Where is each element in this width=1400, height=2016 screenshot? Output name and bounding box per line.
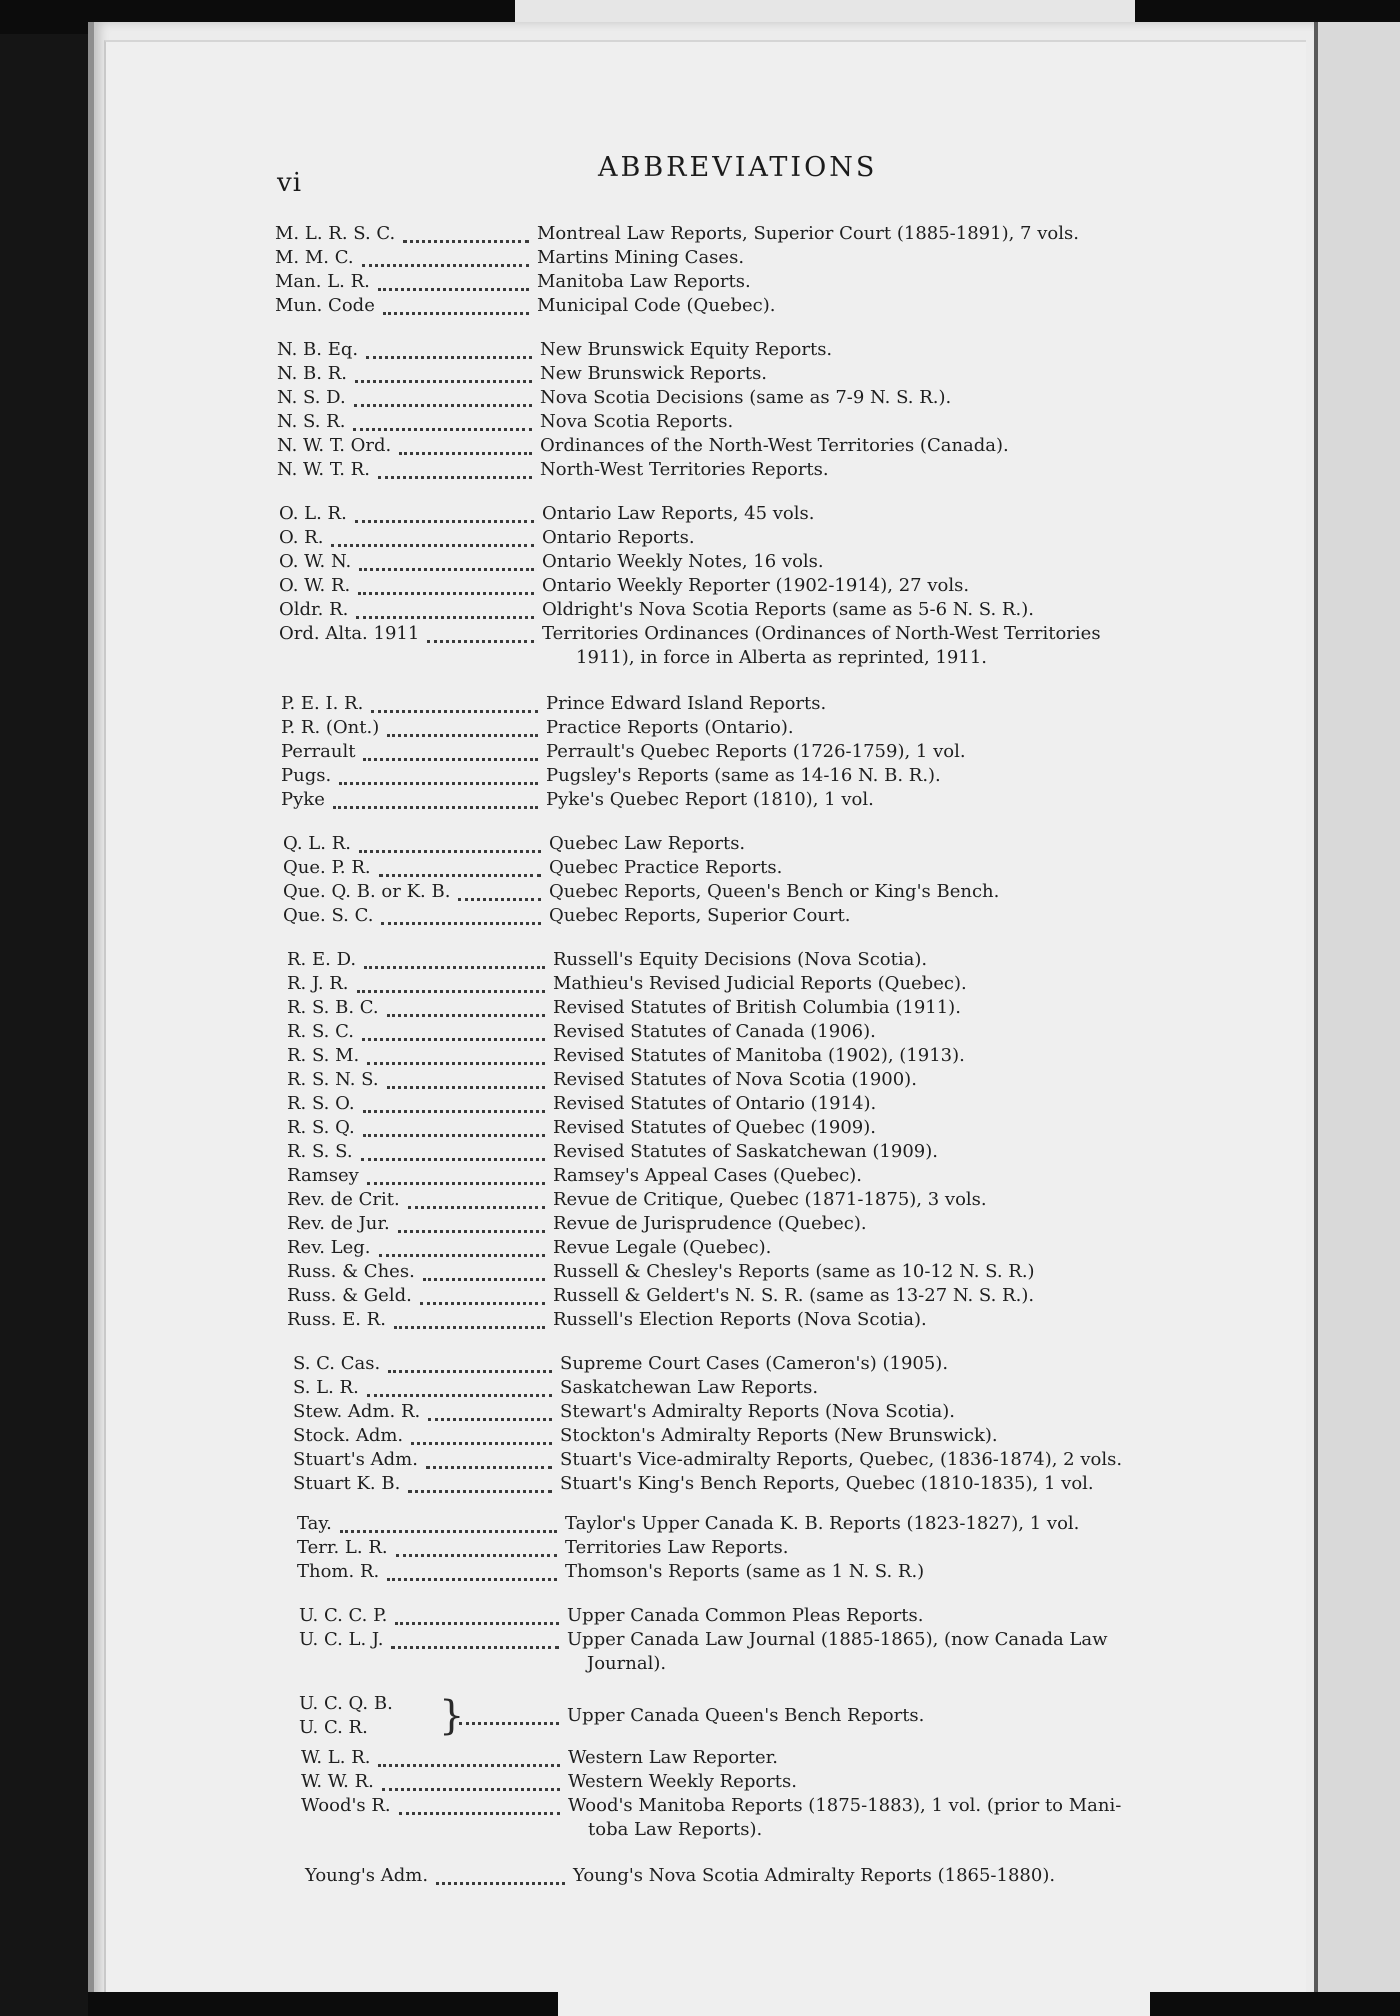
- abbreviation-term: Ord. Alta. 1911: [279, 623, 420, 644]
- dot-leader: [403, 230, 529, 243]
- abbreviation-entry: [287, 1188, 1267, 1212]
- abbreviation-definition: Ontario Reports.: [542, 527, 695, 548]
- abbreviation-definition: Upper Canada Common Pleas Reports.: [567, 1605, 924, 1626]
- dot-leader: [378, 278, 529, 291]
- abbreviation-entry: [287, 948, 1267, 972]
- abbreviation-term: Oldr. R.: [279, 599, 349, 620]
- abbreviation-entry: [299, 1604, 1279, 1628]
- dot-leader: [363, 1124, 545, 1137]
- abbreviation-entry: [287, 1308, 1267, 1332]
- abbreviation-term: R. S. M.: [287, 1045, 360, 1066]
- abbreviation-term: W. L. R.: [301, 1747, 371, 1768]
- abbreviation-definition: Russell's Equity Decisions (Nova Scotia).: [553, 949, 928, 970]
- abbreviation-term: R. S. C.: [287, 1021, 354, 1042]
- dot-leader: [428, 1408, 552, 1421]
- abbreviation-term: N. B. Eq.: [277, 339, 359, 360]
- abbreviation-definition: Russell & Geldert's N. S. R. (same as 13-27 N. S. R.).: [553, 1285, 1035, 1306]
- dot-leader: [361, 1148, 545, 1161]
- abbreviation-term: R. S. B. C.: [287, 997, 379, 1018]
- abbreviation-entry: [287, 1068, 1267, 1092]
- dot-leader: [358, 582, 534, 595]
- abbreviation-entry: [281, 716, 1261, 740]
- abbreviation-entry: [287, 972, 1267, 996]
- abbreviation-entry: [279, 622, 1259, 646]
- abbreviation-entry: [281, 692, 1261, 716]
- dot-leader: [391, 1636, 559, 1649]
- abbreviation-definition: Quebec Reports, Superior Court.: [549, 905, 851, 926]
- abbreviation-definition: Ontario Weekly Notes, 16 vols.: [542, 551, 824, 572]
- dot-leader: [399, 1802, 560, 1815]
- dot-leader: [357, 980, 545, 993]
- dot-leader: [394, 1316, 545, 1329]
- abbreviation-term: R. E. D.: [287, 949, 357, 970]
- abbreviation-definition: Saskatchewan Law Reports.: [560, 1377, 819, 1398]
- abbreviation-entry: [279, 574, 1259, 598]
- abbreviation-entry: [279, 550, 1259, 574]
- abbreviation-definition: Martins Mining Cases.: [537, 247, 745, 268]
- abbreviation-definition: Mathieu's Revised Judicial Reports (Quebec).: [553, 973, 967, 994]
- abbreviation-definition: Pugsley's Reports (same as 14-16 N. B. R.).: [546, 765, 941, 786]
- abbreviation-definition: Manitoba Law Reports.: [537, 271, 751, 292]
- abbreviation-entry: [277, 434, 1257, 458]
- dot-leader: [387, 1568, 557, 1581]
- abbreviation-entry: [281, 740, 1261, 764]
- abbreviation-entry: [287, 1116, 1267, 1140]
- abbreviation-term: Tay.: [297, 1513, 332, 1534]
- abbreviation-entry: [293, 1472, 1273, 1496]
- abbreviation-definition: Quebec Reports, Queen's Bench or King's Bench.: [549, 881, 1000, 902]
- dot-leader: [388, 1360, 552, 1373]
- abbreviation-entry: [297, 1560, 1277, 1584]
- dot-leader: [355, 510, 534, 523]
- abbreviation-entry: [293, 1400, 1273, 1424]
- abbreviation-term: Terr. L. R.: [297, 1537, 388, 1558]
- dot-leader: [354, 394, 532, 407]
- abbreviation-term: R. S. Q.: [287, 1117, 355, 1138]
- abbreviation-term: Pugs.: [281, 765, 332, 786]
- dot-leader: [378, 466, 532, 479]
- abbreviation-entry: [279, 598, 1259, 622]
- page-number: vi: [277, 168, 303, 198]
- dot-leader: [367, 1052, 545, 1065]
- abbreviation-entry: [279, 526, 1259, 550]
- abbreviation-definition-continued: toba Law Reports).: [588, 1819, 763, 1840]
- abbreviation-definition: Stewart's Admiralty Reports (Nova Scotia).: [560, 1401, 955, 1422]
- dot-leader: [379, 864, 541, 877]
- dot-leader: [436, 1872, 565, 1885]
- abbreviation-entry: [297, 1536, 1277, 1560]
- abbreviation-term-secondary: U. C. R.: [299, 1717, 368, 1738]
- abbreviation-term: S. L. R.: [293, 1377, 359, 1398]
- abbreviation-term: U. C. L. J.: [299, 1629, 384, 1650]
- dot-leader: [363, 1100, 545, 1113]
- abbreviation-entry: [277, 362, 1257, 386]
- dot-leader: [333, 796, 538, 809]
- dot-leader: [387, 724, 538, 737]
- abbreviation-definition: Stuart's King's Bench Reports, Quebec (1810-1835), 1 vol.: [560, 1473, 1094, 1494]
- abbreviation-entry: [305, 1864, 1285, 1888]
- abbreviation-definition: Revised Statutes of British Columbia (1911).: [553, 997, 961, 1018]
- abbreviation-term: Rev. Leg.: [287, 1237, 371, 1258]
- dot-leader: [459, 1712, 559, 1725]
- abbreviation-term: Rev. de Jur.: [287, 1213, 390, 1234]
- abbreviation-definition: Revised Statutes of Manitoba (1902), (1913).: [553, 1045, 965, 1066]
- abbreviation-entry: [293, 1424, 1273, 1448]
- dot-leader: [427, 630, 534, 643]
- dot-leader: [355, 370, 532, 383]
- dot-leader: [411, 1432, 552, 1445]
- abbreviation-definition: Russell's Election Reports (Nova Scotia).: [553, 1309, 927, 1330]
- abbreviation-definition: Supreme Court Cases (Cameron's) (1905).: [560, 1353, 949, 1374]
- abbreviation-term: N. S. R.: [277, 411, 346, 432]
- abbreviation-definition: Territories Ordinances (Ordinances of North-West Territories: [542, 623, 1101, 644]
- dot-leader: [387, 1004, 545, 1017]
- dot-leader: [426, 1456, 552, 1469]
- dot-leader: [458, 888, 541, 901]
- abbreviation-entry: [287, 1236, 1267, 1260]
- abbreviation-entry: [275, 270, 1255, 294]
- abbreviation-term: Wood's R.: [301, 1795, 391, 1816]
- abbreviation-term: N. B. R.: [277, 363, 347, 384]
- abbreviation-entry: [277, 458, 1257, 482]
- dot-leader: [331, 534, 534, 547]
- abbreviation-term: N. W. T. Ord.: [277, 435, 392, 456]
- dot-leader: [408, 1196, 545, 1209]
- abbreviation-term: O. W. N.: [279, 551, 352, 572]
- abbreviation-term: R. S. S.: [287, 1141, 353, 1162]
- abbreviation-term: Ramsey: [287, 1165, 359, 1186]
- dot-leader: [420, 1292, 545, 1305]
- abbreviation-entry: [293, 1448, 1273, 1472]
- abbreviation-definition: Western Weekly Reports.: [568, 1771, 797, 1792]
- abbreviation-term: Stock. Adm.: [293, 1425, 404, 1446]
- abbreviation-term: N. S. D.: [277, 387, 346, 408]
- abbreviation-definition: Ordinances of the North-West Territories (Canada).: [540, 435, 1009, 456]
- dot-leader: [378, 1754, 560, 1767]
- dot-leader: [362, 1028, 545, 1041]
- abbreviation-definition: Russell & Chesley's Reports (same as 10-12 N. S. R.): [553, 1261, 1035, 1282]
- dot-leader: [381, 912, 541, 925]
- abbreviation-entry: [297, 1512, 1277, 1536]
- abbreviation-entry: [275, 246, 1255, 270]
- abbreviation-definition: Municipal Code (Quebec).: [537, 295, 776, 316]
- abbreviation-term: S. C. Cas.: [293, 1353, 381, 1374]
- abbreviation-entry: [281, 788, 1261, 812]
- abbreviation-entry: [293, 1376, 1273, 1400]
- abbreviation-entry: [287, 996, 1267, 1020]
- dot-leader: [395, 1612, 559, 1625]
- abbreviation-entry: [277, 410, 1257, 434]
- abbreviation-term: N. W. T. R.: [277, 459, 370, 480]
- dot-leader: [367, 1384, 552, 1397]
- dot-leader: [379, 1244, 545, 1257]
- abbreviation-entry: [287, 1020, 1267, 1044]
- abbreviation-term: Pyke: [281, 789, 325, 810]
- dot-leader: [356, 606, 534, 619]
- dot-leader: [399, 442, 532, 455]
- abbreviation-term: M. L. R. S. C.: [275, 223, 396, 244]
- abbreviation-term: Young's Adm.: [305, 1865, 429, 1886]
- dot-leader: [353, 418, 532, 431]
- abbreviation-entry: [299, 1692, 1279, 1739]
- dot-leader: [383, 302, 529, 315]
- abbreviation-entry: [275, 222, 1255, 246]
- abbreviation-entry: [287, 1212, 1267, 1236]
- dot-leader: [363, 748, 538, 761]
- abbreviation-term: U. C. Q. B.: [299, 1693, 393, 1714]
- dot-leader: [340, 1520, 557, 1533]
- abbreviation-term: O. L. R.: [279, 503, 347, 524]
- abbreviation-entry: [287, 1092, 1267, 1116]
- abbreviation-definition: Revue de Jurisprudence (Quebec).: [553, 1213, 867, 1234]
- abbreviation-definition: Practice Reports (Ontario).: [546, 717, 794, 738]
- abbreviation-definition: Nova Scotia Reports.: [540, 411, 734, 432]
- abbreviation-entry: [287, 1284, 1267, 1308]
- abbreviation-term: Q. L. R.: [283, 833, 351, 854]
- dot-leader: [366, 346, 532, 359]
- dot-leader: [364, 956, 545, 969]
- abbreviation-entry: [279, 502, 1259, 526]
- abbreviation-definition: Revised Statutes of Quebec (1909).: [553, 1117, 877, 1138]
- abbreviation-term: Rev. de Crit.: [287, 1189, 400, 1210]
- abbreviation-term: W. W. R.: [301, 1771, 374, 1792]
- abbreviation-entry: [287, 1140, 1267, 1164]
- abbreviation-definition: Ramsey's Appeal Cases (Quebec).: [553, 1165, 863, 1186]
- abbreviation-definition: Stockton's Admiralty Reports (New Brunswick).: [560, 1425, 998, 1446]
- dot-leader: [382, 1778, 560, 1791]
- abbreviation-definition: Revue de Critique, Quebec (1871-1875), 3 vols.: [553, 1189, 987, 1210]
- abbreviation-definition: Revised Statutes of Ontario (1914).: [553, 1093, 877, 1114]
- abbreviation-entry: [301, 1794, 1281, 1818]
- abbreviation-definition: Revised Statutes of Saskatchewan (1909).: [553, 1141, 938, 1162]
- abbreviation-entry: [275, 294, 1255, 318]
- dot-leader: [367, 1172, 545, 1185]
- dot-leader: [396, 1544, 557, 1557]
- abbreviation-entry: [283, 832, 1263, 856]
- abbreviation-definition: Nova Scotia Decisions (same as 7-9 N. S. R.).: [540, 387, 952, 408]
- dot-leader: [408, 1480, 552, 1493]
- abbreviation-term: O. W. R.: [279, 575, 351, 596]
- abbreviation-term: Stew. Adm. R.: [293, 1401, 421, 1422]
- dot-leader: [339, 772, 538, 785]
- abbreviation-definition: Upper Canada Queen's Bench Reports.: [567, 1705, 925, 1726]
- abbreviation-entry: [299, 1628, 1279, 1652]
- abbreviation-definition: Stuart's Vice-admiralty Reports, Quebec, (1836-1874), 2 vols.: [560, 1449, 1123, 1470]
- abbreviation-term: O. R.: [279, 527, 324, 548]
- abbreviation-entry: [287, 1044, 1267, 1068]
- abbreviation-entry: [287, 1260, 1267, 1284]
- abbreviation-definition: Wood's Manitoba Reports (1875-1883), 1 vol. (prior to Mani-: [568, 1795, 1122, 1816]
- abbreviation-definition: Revue Legale (Quebec).: [553, 1237, 772, 1258]
- abbreviation-term: Mun. Code: [275, 295, 375, 316]
- abbreviation-entry: [293, 1352, 1273, 1376]
- abbreviation-definition: Revised Statutes of Canada (1906).: [553, 1021, 876, 1042]
- abbreviation-definition: Revised Statutes of Nova Scotia (1900).: [553, 1069, 917, 1090]
- dot-leader: [359, 840, 541, 853]
- dot-leader: [398, 1220, 545, 1233]
- abbreviation-definition: Western Law Reporter.: [568, 1747, 778, 1768]
- abbreviation-definition: Young's Nova Scotia Admiralty Reports (1865-1880).: [573, 1865, 1056, 1886]
- abbreviation-entry: [287, 1164, 1267, 1188]
- abbreviation-term: P. R. (Ont.): [281, 717, 380, 738]
- abbreviation-term: Que. P. R.: [283, 857, 371, 878]
- abbreviation-definition: Prince Edward Island Reports.: [546, 693, 827, 714]
- abbreviation-definition: Montreal Law Reports, Superior Court (1885-1891), 7 vols.: [537, 223, 1079, 244]
- dot-leader: [387, 1076, 545, 1089]
- abbreviation-term: U. C. C. P.: [299, 1605, 388, 1626]
- abbreviation-term: Stuart's Adm.: [293, 1449, 418, 1470]
- abbreviation-definition: Quebec Practice Reports.: [549, 857, 783, 878]
- dot-leader: [362, 254, 529, 267]
- abbreviation-term: R. S. N. S.: [287, 1069, 379, 1090]
- grouping-brace: }: [439, 1693, 465, 1739]
- abbreviation-entry: [277, 338, 1257, 362]
- abbreviation-entry: [301, 1746, 1281, 1770]
- abbreviation-term: R. S. O.: [287, 1093, 355, 1114]
- abbreviation-definition: Oldright's Nova Scotia Reports (same as 5-6 N. S. R.).: [542, 599, 1034, 620]
- abbreviation-term: Thom. R.: [297, 1561, 380, 1582]
- abbreviation-entry: [301, 1770, 1281, 1794]
- abbreviation-term: Que. S. C.: [283, 905, 374, 926]
- dot-leader: [423, 1268, 545, 1281]
- abbreviation-term: P. E. I. R.: [281, 693, 364, 714]
- abbreviation-entry: [283, 856, 1263, 880]
- abbreviation-term: Que. Q. B. or K. B.: [283, 881, 451, 902]
- abbreviation-definition: Ontario Weekly Reporter (1902-1914), 27 vols.: [542, 575, 970, 596]
- abbreviation-term: Stuart K. B.: [293, 1473, 401, 1494]
- abbreviation-definition: Taylor's Upper Canada K. B. Reports (1823-1827), 1 vol.: [565, 1513, 1080, 1534]
- abbreviation-term: M. M. C.: [275, 247, 354, 268]
- abbreviation-definition: North-West Territories Reports.: [540, 459, 829, 480]
- abbreviation-definition: Thomson's Reports (same as 1 N. S. R.): [565, 1561, 925, 1582]
- abbreviation-definition: New Brunswick Reports.: [540, 363, 768, 384]
- abbreviation-definition: Perrault's Quebec Reports (1726-1759), 1 vol.: [546, 741, 966, 762]
- running-head: ABBREVIATIONS: [598, 152, 878, 183]
- abbreviation-entry: [283, 880, 1263, 904]
- abbreviation-definition: Quebec Law Reports.: [549, 833, 746, 854]
- abbreviation-term: Russ. E. R.: [287, 1309, 386, 1330]
- abbreviation-definition: Upper Canada Law Journal (1885-1865), (now Canada Law: [567, 1629, 1108, 1650]
- dot-leader: [371, 700, 538, 713]
- abbreviation-definition: Pyke's Quebec Report (1810), 1 vol.: [546, 789, 874, 810]
- abbreviation-term: R. J. R.: [287, 973, 349, 994]
- abbreviation-definition-continued: 1911), in force in Alberta as reprinted, 1911.: [576, 647, 988, 668]
- dot-leader: [359, 558, 534, 571]
- abbreviation-term: Russ. & Ches.: [287, 1261, 415, 1282]
- abbreviation-definition: New Brunswick Equity Reports.: [540, 339, 833, 360]
- abbreviation-term: Russ. & Geld.: [287, 1285, 412, 1306]
- abbreviation-entry: [283, 904, 1263, 928]
- abbreviation-definition: Territories Law Reports.: [565, 1537, 789, 1558]
- abbreviation-entry: [277, 386, 1257, 410]
- abbreviation-term: Man. L. R.: [275, 271, 370, 292]
- abbreviation-term: Perrault: [281, 741, 356, 762]
- abbreviation-entry: [281, 764, 1261, 788]
- abbreviation-definition: Ontario Law Reports, 45 vols.: [542, 503, 815, 524]
- abbreviation-definition-continued: Journal).: [587, 1653, 667, 1674]
